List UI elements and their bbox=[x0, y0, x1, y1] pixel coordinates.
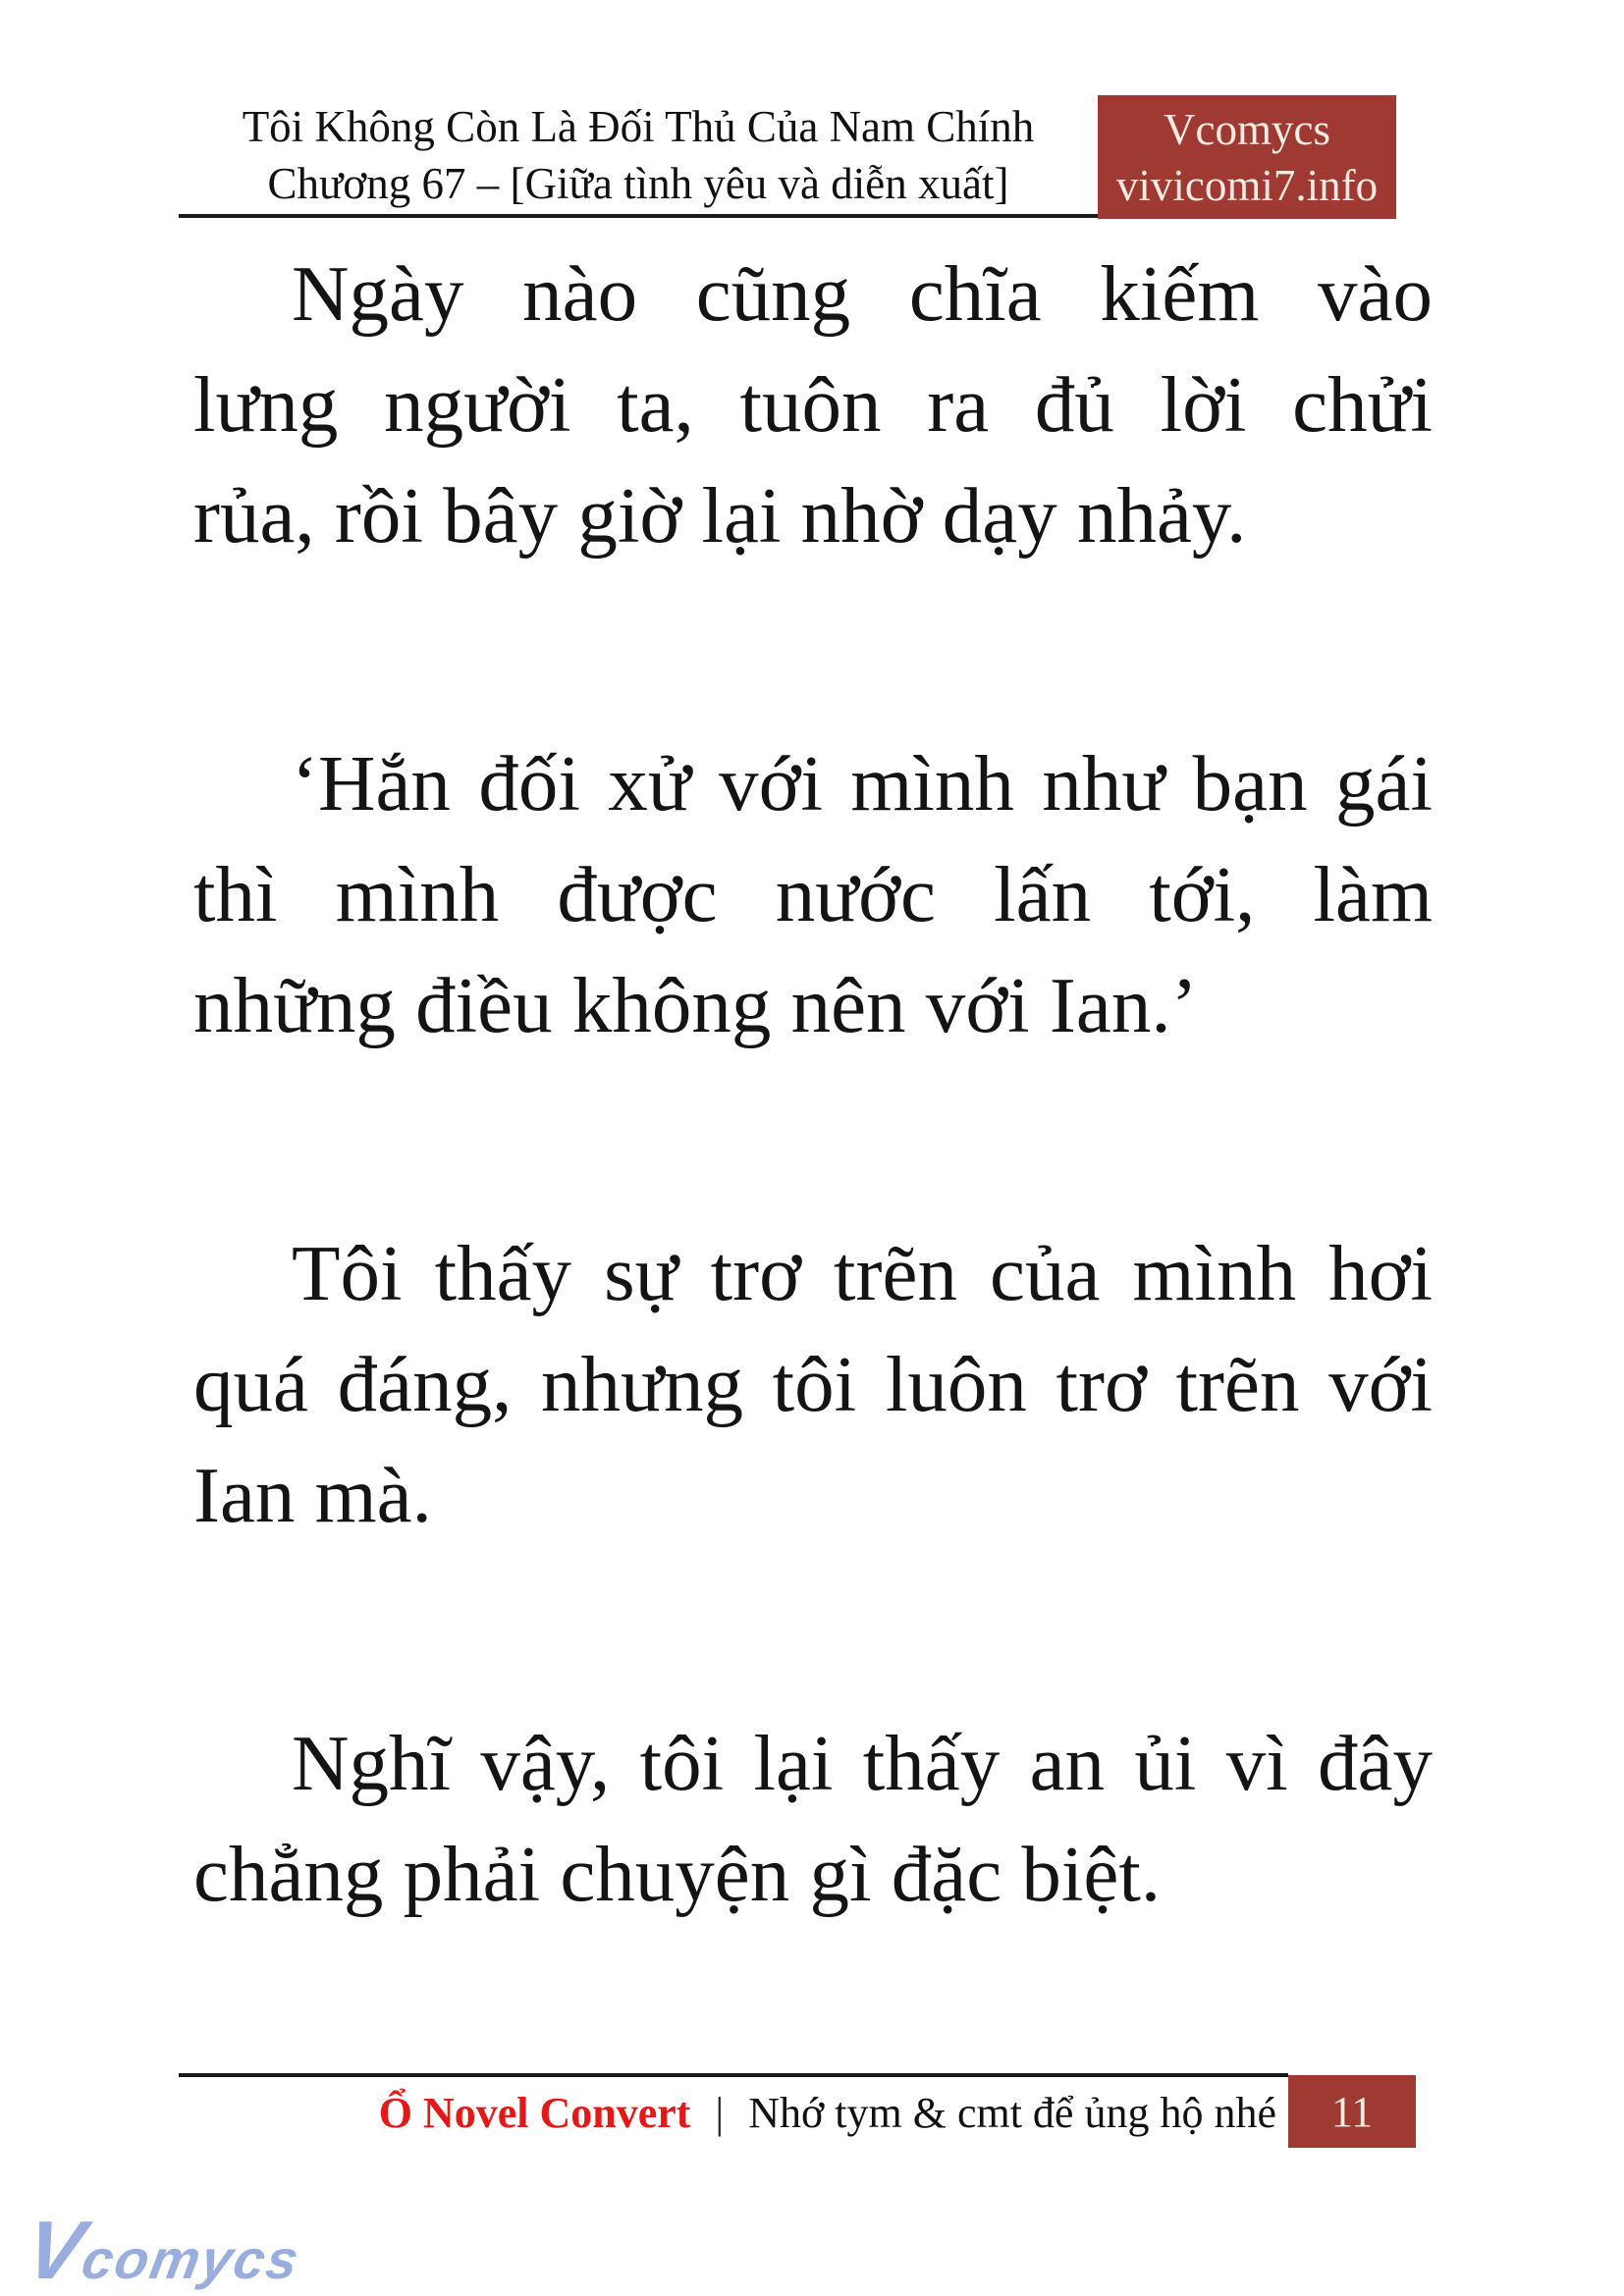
chapter-title: Chương 67 – [Giữa tình yêu và diễn xuất] bbox=[267, 159, 1009, 208]
text-line: ‘Hắn đối xử với mình như bạn gái bbox=[292, 739, 1433, 828]
publisher-name: Vcomycs bbox=[1164, 105, 1330, 154]
paragraph bbox=[193, 1708, 1433, 1930]
footer-credit bbox=[179, 2085, 1276, 2142]
page-number: 11 bbox=[1330, 2087, 1374, 2136]
publisher-badge bbox=[1098, 95, 1396, 219]
footer-divider bbox=[179, 2073, 1288, 2077]
text-line: những điều không nên với Ian.’ bbox=[193, 961, 1198, 1049]
footer-note: Nhớ tym & cmt để ủng hộ nhé bbox=[748, 2089, 1276, 2137]
publisher-site: vivicomi7.info bbox=[1115, 161, 1379, 210]
header-divider bbox=[179, 214, 1098, 218]
paragraph bbox=[193, 239, 1433, 571]
book-title: Tôi Không Còn Là Đối Thủ Của Nam Chính bbox=[242, 102, 1035, 151]
watermark-logo: Vcomycs bbox=[19, 2204, 305, 2296]
paragraph bbox=[193, 728, 1433, 1061]
header-titles bbox=[179, 98, 1098, 212]
page-number-badge bbox=[1288, 2075, 1416, 2148]
text-line: rủa, rồi bây giờ lại nhờ dạy nhảy. bbox=[193, 471, 1247, 560]
footer-brand: Ổ Novel Convert bbox=[378, 2089, 691, 2137]
body-text bbox=[193, 239, 1433, 2087]
text-line: Ian mà. bbox=[193, 1451, 432, 1539]
text-line: chẳng phải chuyện gì đặc biệt. bbox=[193, 1830, 1162, 1918]
text-line: quá đáng, nhưng tôi luôn trơ trẽn với bbox=[193, 1340, 1433, 1428]
text-line: Nghĩ vậy, tôi lại thấy an ủi vì đây bbox=[292, 1719, 1433, 1807]
text-line: thì mình được nước lấn tới, làm bbox=[193, 850, 1433, 938]
text-line: Ngày nào cũng chĩa kiếm vào bbox=[292, 249, 1433, 338]
footer-separator: | bbox=[715, 2089, 725, 2137]
text-line: Tôi thấy sự trơ trẽn của mình hơi bbox=[292, 1229, 1433, 1317]
paragraph bbox=[193, 1218, 1433, 1551]
text-line: lưng người ta, tuôn ra đủ lời chửi bbox=[193, 360, 1433, 449]
